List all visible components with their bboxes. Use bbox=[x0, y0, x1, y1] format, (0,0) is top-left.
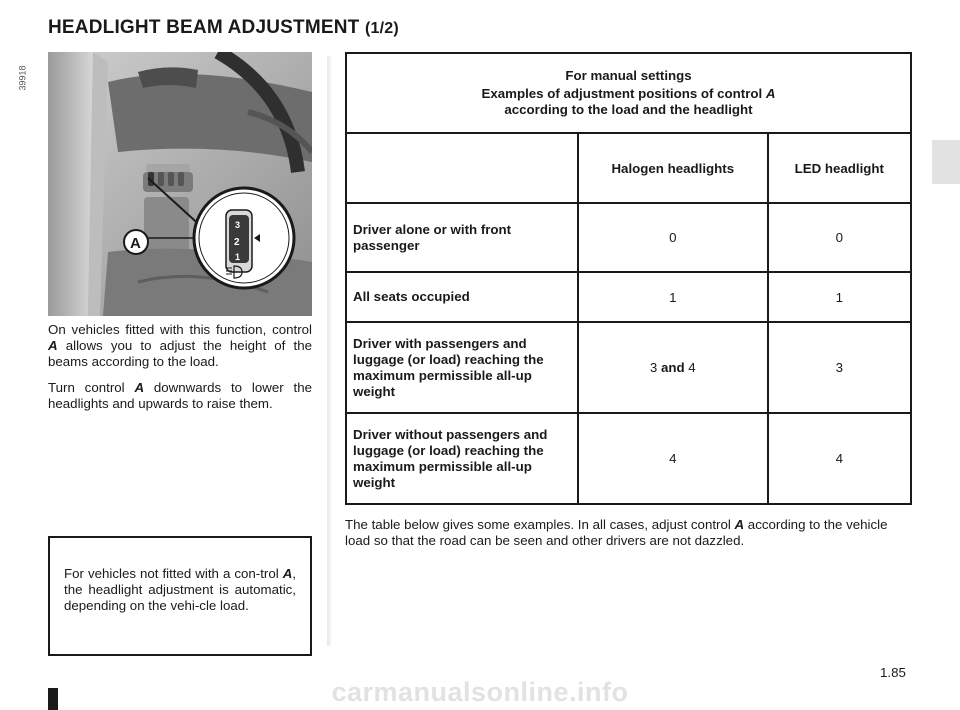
table-column-header-row bbox=[346, 133, 911, 203]
table-header bbox=[346, 53, 911, 133]
halogen-value: 3 and 4 bbox=[578, 322, 768, 413]
table-header-title: For manual settings bbox=[565, 68, 692, 83]
dashboard-photo bbox=[48, 52, 312, 316]
wheel-mark-1: 1 bbox=[235, 252, 241, 262]
figure-reference bbox=[17, 60, 38, 100]
wheel-mark-2: 2 bbox=[234, 237, 240, 248]
led-value: 4 bbox=[768, 413, 911, 504]
control-letter: A bbox=[282, 566, 293, 581]
table-header-subtitle: Examples of adjustment positions of control A according to the load and the headlight bbox=[481, 86, 776, 117]
control-letter: A bbox=[48, 338, 58, 353]
page-title bbox=[48, 17, 399, 39]
empty-corner-cell bbox=[346, 133, 578, 203]
title-main: HEADLIGHT BEAM ADJUSTMENT bbox=[48, 17, 360, 38]
table-explanation-text: The table below gives some examples. In all cases, adjust control A according to the vehicle load so that the road can be seen and other drivers are not dazzled. bbox=[345, 517, 888, 548]
halogen-value: 4 bbox=[578, 413, 768, 504]
table-row bbox=[346, 322, 911, 413]
control-letter: A bbox=[134, 380, 145, 395]
wheel-mark-3: 3 bbox=[235, 220, 241, 230]
table-row bbox=[346, 272, 911, 322]
adjustment-table bbox=[345, 52, 912, 505]
row-label: All seats occupied bbox=[346, 272, 578, 322]
led-value: 3 bbox=[768, 322, 911, 413]
col-led-header: LED headlight bbox=[768, 133, 911, 203]
halogen-value: 1 bbox=[578, 272, 768, 322]
automatic-adjustment-note: For vehicles not fitted with a con-trol A, the headlight adjustment is automatic, depending on the vehi-cle load. bbox=[48, 536, 312, 656]
column-divider bbox=[327, 56, 331, 646]
row-label: Driver alone or with front passenger bbox=[346, 203, 578, 272]
callout-label: A bbox=[130, 235, 141, 252]
title-part: (1/2) bbox=[364, 20, 399, 37]
row-label: Driver with passengers and luggage (or load) reaching the maximum permissible all-up weight bbox=[346, 322, 578, 413]
figure-ref-number: 39918 bbox=[17, 65, 28, 91]
table-header-row bbox=[346, 53, 911, 133]
control-letter: A bbox=[765, 86, 776, 101]
table-row bbox=[346, 203, 911, 272]
table-row bbox=[346, 413, 911, 504]
col-halogen-header: Halogen headlights bbox=[578, 133, 768, 203]
control-letter: A bbox=[734, 517, 745, 532]
dashboard-illustration bbox=[48, 52, 312, 316]
turn-instruction-paragraph: Turn control A downwards to lower the headlights and upwards to raise them. bbox=[48, 380, 312, 411]
section-side-tab bbox=[932, 140, 960, 184]
watermark: carmanualsonline.info bbox=[331, 677, 629, 707]
intro-paragraph: On vehicles fitted with this function, control A allows you to adjust the height of the beams according to the load. bbox=[48, 322, 312, 369]
page-number: 1.85 bbox=[880, 665, 906, 680]
row-label: Driver without passengers and luggage (or load) reaching the maximum permissible all-up weight bbox=[346, 413, 578, 504]
led-value: 0 bbox=[768, 203, 911, 272]
halogen-value: 0 bbox=[578, 203, 768, 272]
led-value: 1 bbox=[768, 272, 911, 322]
